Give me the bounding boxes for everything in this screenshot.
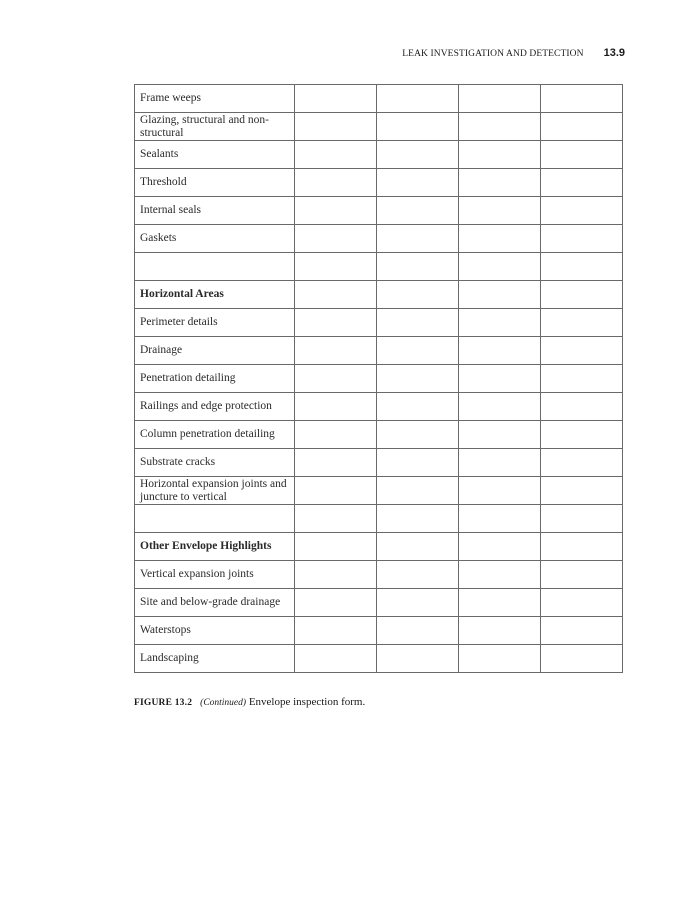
blank-entry-cell xyxy=(541,617,623,645)
row-label: Site and below-grade drainage xyxy=(135,589,295,617)
table-row xyxy=(135,393,623,421)
blank-entry-cell xyxy=(541,477,623,505)
blank-entry-cell xyxy=(377,85,459,113)
table-row xyxy=(135,449,623,477)
blank-entry-cell xyxy=(377,449,459,477)
row-label: Railings and edge protection xyxy=(135,393,295,421)
running-title: LEAK INVESTIGATION AND DETECTION xyxy=(402,49,584,59)
row-label: Substrate cracks xyxy=(135,449,295,477)
blank-entry-cell xyxy=(541,561,623,589)
blank-entry-cell xyxy=(377,113,459,141)
blank-entry-cell xyxy=(377,505,459,533)
table-row xyxy=(135,309,623,337)
blank-entry-cell xyxy=(541,309,623,337)
blank-entry-cell xyxy=(377,561,459,589)
blank-entry-cell xyxy=(295,477,377,505)
blank-entry-cell xyxy=(377,393,459,421)
table-row xyxy=(135,225,623,253)
blank-entry-cell xyxy=(459,225,541,253)
caption-continued: (Continued) xyxy=(200,698,247,708)
table-row xyxy=(135,169,623,197)
blank-entry-cell xyxy=(459,337,541,365)
blank-entry-cell xyxy=(459,421,541,449)
blank-entry-cell xyxy=(295,253,377,281)
blank-entry-cell xyxy=(459,449,541,477)
blank-entry-cell xyxy=(295,589,377,617)
blank-entry-cell xyxy=(541,141,623,169)
blank-entry-cell xyxy=(377,617,459,645)
blank-entry-cell xyxy=(541,169,623,197)
running-header xyxy=(402,47,625,59)
blank-entry-cell xyxy=(541,505,623,533)
blank-entry-cell xyxy=(459,505,541,533)
blank-entry-cell xyxy=(541,85,623,113)
blank-entry-cell xyxy=(459,589,541,617)
row-label: Column penetration detailing xyxy=(135,421,295,449)
blank-entry-cell xyxy=(377,253,459,281)
blank-entry-cell xyxy=(377,645,459,673)
blank-entry-cell xyxy=(295,645,377,673)
blank-entry-cell xyxy=(459,561,541,589)
blank-entry-cell xyxy=(295,225,377,253)
row-label: Internal seals xyxy=(135,197,295,225)
row-label: Waterstops xyxy=(135,617,295,645)
blank-entry-cell xyxy=(295,309,377,337)
table-row xyxy=(135,561,623,589)
row-label: Drainage xyxy=(135,337,295,365)
blank-entry-cell xyxy=(377,589,459,617)
table-row xyxy=(135,477,623,505)
blank-entry-cell xyxy=(377,421,459,449)
table-row xyxy=(135,617,623,645)
blank-entry-cell xyxy=(295,141,377,169)
blank-entry-cell xyxy=(541,281,623,309)
section-heading-row xyxy=(135,281,623,309)
blank-entry-cell xyxy=(541,225,623,253)
blank-entry-cell xyxy=(541,589,623,617)
blank-entry-cell xyxy=(459,281,541,309)
table-row xyxy=(135,113,623,141)
row-label: Sealants xyxy=(135,141,295,169)
blank-entry-cell xyxy=(459,533,541,561)
blank-entry-cell xyxy=(459,141,541,169)
blank-entry-cell xyxy=(459,253,541,281)
blank-entry-cell xyxy=(295,393,377,421)
blank-entry-cell xyxy=(377,197,459,225)
blank-entry-cell xyxy=(295,169,377,197)
page-number: 13.9 xyxy=(603,47,625,59)
blank-entry-cell xyxy=(541,197,623,225)
blank-entry-cell xyxy=(295,533,377,561)
blank-entry-cell xyxy=(295,561,377,589)
table-row xyxy=(135,645,623,673)
blank-entry-cell xyxy=(295,365,377,393)
blank-entry-cell xyxy=(377,169,459,197)
blank-entry-cell xyxy=(377,281,459,309)
blank-entry-cell xyxy=(459,85,541,113)
blank-entry-cell xyxy=(459,645,541,673)
section-heading-row xyxy=(135,533,623,561)
table-row xyxy=(135,85,623,113)
blank-entry-cell xyxy=(459,169,541,197)
row-label xyxy=(135,505,295,533)
blank-entry-cell xyxy=(377,365,459,393)
blank-entry-cell xyxy=(459,197,541,225)
caption-text: Envelope inspection form. xyxy=(248,696,366,708)
blank-entry-cell xyxy=(459,309,541,337)
table-row xyxy=(135,337,623,365)
blank-entry-cell xyxy=(541,421,623,449)
blank-entry-cell xyxy=(459,617,541,645)
section-heading: Other Envelope Highlights xyxy=(135,533,295,561)
blank-entry-cell xyxy=(541,113,623,141)
blank-entry-cell xyxy=(295,197,377,225)
inspection-form-table xyxy=(134,84,623,673)
blank-entry-cell xyxy=(541,449,623,477)
section-heading: Horizontal Areas xyxy=(135,281,295,309)
blank-entry-cell xyxy=(459,365,541,393)
blank-entry-cell xyxy=(295,617,377,645)
blank-entry-cell xyxy=(377,225,459,253)
blank-entry-cell xyxy=(377,337,459,365)
row-label xyxy=(135,253,295,281)
blank-entry-cell xyxy=(377,533,459,561)
blank-entry-cell xyxy=(541,393,623,421)
row-label: Perimeter details xyxy=(135,309,295,337)
blank-entry-cell xyxy=(459,113,541,141)
blank-entry-cell xyxy=(295,505,377,533)
table-row xyxy=(135,141,623,169)
row-label: Landscaping xyxy=(135,645,295,673)
row-label: Horizontal expansion joints and juncture to vertical xyxy=(135,477,295,505)
blank-entry-cell xyxy=(295,337,377,365)
figure-label: FIGURE 13.2 xyxy=(134,698,193,708)
blank-entry-cell xyxy=(295,85,377,113)
table-row xyxy=(135,365,623,393)
blank-entry-cell xyxy=(295,281,377,309)
blank-entry-cell xyxy=(541,533,623,561)
blank-entry-cell xyxy=(295,421,377,449)
row-label: Gaskets xyxy=(135,225,295,253)
blank-entry-cell xyxy=(459,477,541,505)
row-label: Vertical expansion joints xyxy=(135,561,295,589)
row-label: Threshold xyxy=(135,169,295,197)
table-row xyxy=(135,505,623,533)
blank-entry-cell xyxy=(377,477,459,505)
table-row xyxy=(135,421,623,449)
blank-entry-cell xyxy=(459,393,541,421)
blank-entry-cell xyxy=(541,365,623,393)
blank-entry-cell xyxy=(541,645,623,673)
row-label: Frame weeps xyxy=(135,85,295,113)
blank-entry-cell xyxy=(295,449,377,477)
blank-entry-cell xyxy=(541,253,623,281)
figure-caption xyxy=(134,696,365,708)
blank-entry-cell xyxy=(295,113,377,141)
blank-entry-cell xyxy=(541,337,623,365)
table-row xyxy=(135,253,623,281)
blank-entry-cell xyxy=(377,309,459,337)
form-body xyxy=(135,85,623,673)
table-row xyxy=(135,197,623,225)
table-row xyxy=(135,589,623,617)
blank-entry-cell xyxy=(377,141,459,169)
row-label: Penetration detailing xyxy=(135,365,295,393)
row-label: Glazing, structural and non-structural xyxy=(135,113,295,141)
